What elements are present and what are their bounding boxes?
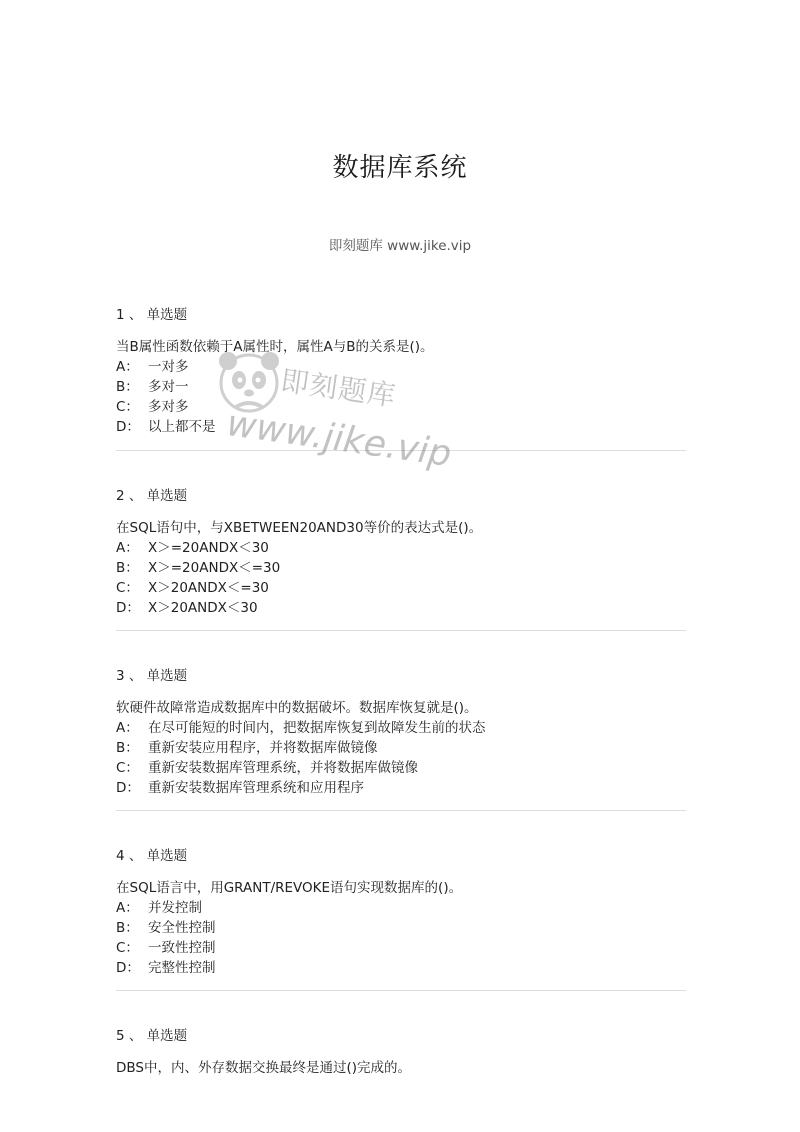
- question-stem: DBS中，内、外存数据交换最终是通过()完成的。: [116, 1060, 412, 1076]
- option-key: D：: [116, 960, 140, 976]
- question-header: 3 、 单选题: [116, 668, 188, 684]
- option-text: 多对多: [148, 399, 189, 415]
- option-b: [116, 918, 686, 938]
- question-header: 4 、 单选题: [116, 848, 188, 864]
- option-text: X＞20ANDX＜=30: [148, 580, 269, 596]
- option-c: [116, 578, 686, 598]
- question-divider: [116, 630, 686, 631]
- option-key: A：: [116, 359, 139, 375]
- question-stem: 在SQL语句中，与XBETWEEN20AND30等价的表达式是()。: [116, 520, 483, 536]
- option-text: 以上都不是: [148, 419, 216, 435]
- option-b: [116, 558, 686, 578]
- option-key: B：: [116, 740, 139, 756]
- option-text: 完整性控制: [148, 960, 216, 976]
- question-divider: [116, 810, 686, 811]
- option-key: C：: [116, 580, 139, 596]
- document-title: 数据库系统: [332, 153, 468, 183]
- option-key: A：: [116, 540, 139, 556]
- option-key: C：: [116, 940, 139, 956]
- option-text: 一致性控制: [148, 940, 216, 956]
- option-d: [116, 417, 686, 437]
- option-a: [116, 898, 686, 918]
- option-c: [116, 758, 686, 778]
- option-b: [116, 738, 686, 758]
- option-key: D：: [116, 780, 140, 796]
- question-5: [116, 1026, 686, 1078]
- option-d: [116, 778, 686, 798]
- watermark-text: 即刻题库: [278, 363, 399, 413]
- option-text: X＞=20ANDX＜=30: [148, 560, 281, 576]
- question-header: 5 、 单选题: [116, 1028, 188, 1044]
- option-key: B：: [116, 920, 139, 936]
- option-key: A：: [116, 900, 139, 916]
- option-d: [116, 958, 686, 978]
- option-text: X＞20ANDX＜30: [148, 600, 258, 616]
- option-text: 在尽可能短的时间内，把数据库恢复到故障发生前的状态: [148, 720, 486, 736]
- option-c: [116, 397, 686, 417]
- option-text: 重新安装数据库管理系统和应用程序: [148, 780, 364, 796]
- option-text: 重新安装数据库管理系统，并将数据库做镜像: [148, 760, 418, 776]
- question-divider: [116, 450, 686, 451]
- option-text: 多对一: [148, 379, 189, 395]
- question-stem: 当B属性函数依赖于A属性时，属性A与B的关系是()。: [116, 339, 434, 355]
- question-stem: 在SQL语言中，用GRANT/REVOKE语句实现数据库的()。: [116, 880, 463, 896]
- option-key: B：: [116, 379, 139, 395]
- question-3: [116, 666, 686, 798]
- option-key: D：: [116, 419, 140, 435]
- option-key: C：: [116, 760, 139, 776]
- question-4: [116, 846, 686, 978]
- question-1: [116, 305, 686, 437]
- option-d: [116, 598, 686, 618]
- question-stem: 软硬件故障常造成数据库中的数据破坏。数据库恢复就是()。: [116, 700, 478, 716]
- option-c: [116, 938, 686, 958]
- option-text: 一对多: [148, 359, 189, 375]
- option-text: 安全性控制: [148, 920, 216, 936]
- question-header: 1 、 单选题: [116, 307, 188, 323]
- option-text: 重新安装应用程序，并将数据库做镜像: [148, 740, 378, 756]
- question-header: 2 、 单选题: [116, 488, 188, 504]
- option-key: D：: [116, 600, 140, 616]
- option-key: C：: [116, 399, 139, 415]
- document-subtitle: 即刻题库 www.jike.vip: [328, 238, 472, 254]
- option-text: X＞=20ANDX＜30: [148, 540, 269, 556]
- option-key: A：: [116, 720, 139, 736]
- option-text: 并发控制: [148, 900, 202, 916]
- option-b: [116, 377, 686, 397]
- option-a: [116, 718, 686, 738]
- question-2: [116, 486, 686, 618]
- option-key: B：: [116, 560, 139, 576]
- question-divider: [116, 990, 686, 991]
- option-a: [116, 357, 686, 377]
- option-a: [116, 538, 686, 558]
- watermark-url: www.jike.vip: [224, 403, 454, 476]
